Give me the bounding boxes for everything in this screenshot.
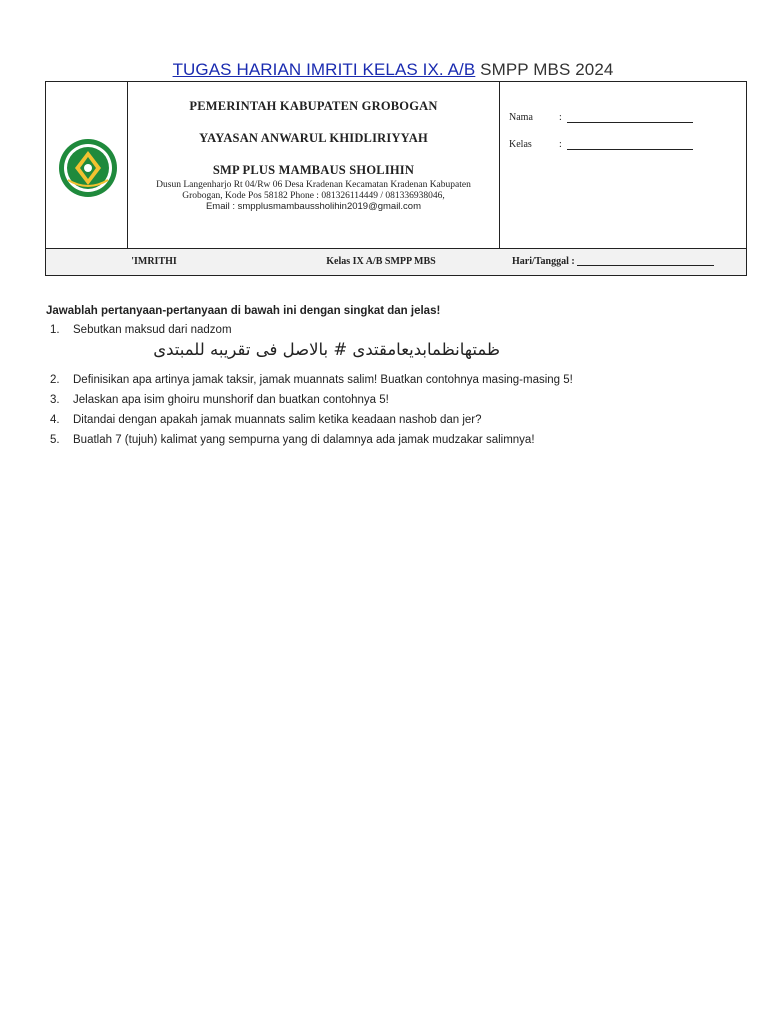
class-cell: Kelas IX A/B SMPP MBS (326, 256, 436, 267)
subject-cell: 'IMRITHI (131, 256, 177, 267)
date-label: Hari/Tanggal : (512, 256, 575, 267)
nama-label: Nama (509, 112, 533, 123)
nama-blank[interactable] (567, 122, 693, 123)
title-link[interactable]: TUGAS HARIAN IMRITI KELAS IX. A/B (172, 60, 476, 79)
school-address: Dusun Langenharjo Rt 04/Rw 06 Desa Kradenan Kecamatan Kradenan Kabupaten Grobogan, Kode Pos 58182 Phone : 081326114449 / 081336938046, (156, 180, 471, 201)
student-fields: Nama : Kelas : (504, 82, 748, 249)
date-cell[interactable] (512, 249, 747, 275)
document-title (0, 60, 768, 80)
kelas-blank[interactable] (567, 149, 693, 150)
school-logo (58, 138, 118, 198)
info-row (46, 249, 746, 275)
foundation-name: YAYASAN ANWARUL KHIDLIRIYYAH (199, 131, 428, 145)
kelas-label: Kelas (509, 139, 532, 150)
school-name: SMP PLUS MAMBAUS SHOLIHIN (212, 163, 415, 177)
logo-cell (46, 82, 127, 249)
title-rest: SMPP MBS 2024 (480, 60, 614, 79)
date-blank[interactable] (577, 265, 714, 266)
school-email: Email : smpplusmambaussholihin2019@gmail.com (205, 201, 422, 212)
institution-block (128, 82, 499, 249)
gov-name: PEMERINTAH KABUPATEN GROBOGAN (189, 99, 438, 113)
arabic-verse: ظمتهانظمابديعامقتدى # بالاصل فى تقريبه للمبتدى (153, 340, 500, 359)
instruction-text: Jawablah pertanyaan-pertanyaan di bawah ini dengan singkat dan jelas! (46, 305, 441, 317)
header-table (45, 81, 747, 276)
